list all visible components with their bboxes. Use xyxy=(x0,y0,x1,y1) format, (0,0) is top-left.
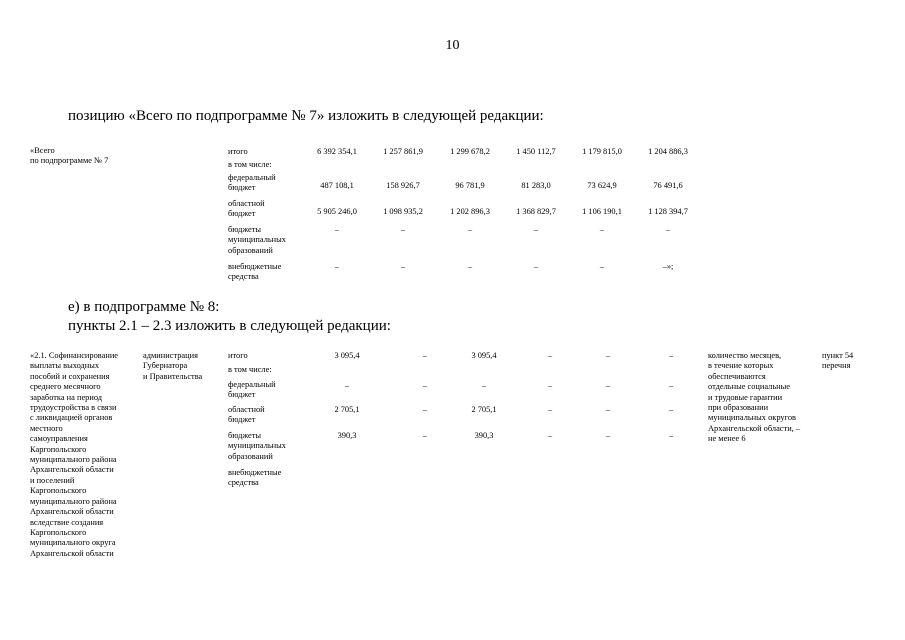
table1-cell: –»; xyxy=(662,262,674,271)
table2-row-name: федеральный бюджет xyxy=(228,380,276,400)
table1-cell: – xyxy=(467,225,473,234)
heading-subprogram-8: е) в подпрограмме № 8: xyxy=(68,299,220,315)
table1-cell: 5 905 246,0 xyxy=(317,207,357,216)
table2-cell: 390,3 xyxy=(474,431,494,440)
table1-cell: – xyxy=(599,225,605,234)
table2-cell: 3 095,4 xyxy=(334,351,360,360)
table2-measure-description: «2.1. Софинансирование выплаты выходных пособий и сохранения среднего месячного заработка на период трудоустройства в связи с ликвидацией органов местного самоуправления Каргопольского муниципального района Архангельской области и поселений Каргопольского муниципального района Архангельской области вследствие создания Каргопольского муниципального округа Архангельской области xyxy=(30,351,119,558)
table2-cell: – xyxy=(547,405,553,414)
table2-cell: – xyxy=(422,351,428,360)
table1-cell: – xyxy=(599,262,605,271)
table1-row-name: бюджеты муниципальных образований xyxy=(228,225,286,255)
table2-cell: – xyxy=(547,351,553,360)
table2-row-name: итого xyxy=(228,351,248,360)
table2-cell: – xyxy=(547,431,553,440)
table2-cell: – xyxy=(668,431,674,440)
table2-cell: – xyxy=(481,381,487,390)
table1-cell: 6 392 354,1 xyxy=(317,147,357,156)
table2-cell: – xyxy=(605,405,611,414)
page-number: 10 xyxy=(445,38,460,53)
table1-cell: 1 450 112,7 xyxy=(516,147,556,156)
table1-cell: – xyxy=(665,225,671,234)
table1-cell: 1 299 678,2 xyxy=(450,147,490,156)
heading-subprogram-7: позицию «Всего по подпрограмме № 7» изложить в следующей редакции: xyxy=(68,108,544,124)
table2-indicator: количество месяцев, в течение которых обеспечиваются отдельные социальные и трудовые гарантии при образовании муниципальных округов Архангельской области, – не менее 6 xyxy=(708,351,801,444)
table1-row-name: внебюджетные средства xyxy=(228,262,282,282)
table2-cell: – xyxy=(422,381,428,390)
table2-cell: – xyxy=(605,431,611,440)
table1-cell: – xyxy=(467,262,473,271)
table2-row-name: бюджеты муниципальных образований xyxy=(228,431,286,461)
table2-cell: – xyxy=(668,351,674,360)
table1-cell: 1 106 190,1 xyxy=(582,207,622,216)
table1-cell: 1 098 935,2 xyxy=(383,207,423,216)
table2-executor: администрация Губернатора и Правительства xyxy=(143,351,203,381)
table1-label: «Всего по подпрограмме № 7 xyxy=(30,146,109,166)
table1-row-name: областной бюджет xyxy=(228,199,265,219)
table1-cell: 73 624,9 xyxy=(587,181,617,190)
table2-cell: 390,3 xyxy=(337,431,357,440)
table2-cell: 3 095,4 xyxy=(471,351,497,360)
table1-cell: 96 781,9 xyxy=(455,181,485,190)
table1-cell: 1 204 886,3 xyxy=(648,147,688,156)
table2-cell: 2 705,1 xyxy=(471,405,497,414)
table2-cell: – xyxy=(668,381,674,390)
table1-cell: 487 108,1 xyxy=(320,181,354,190)
table1-cell: 1 179 815,0 xyxy=(582,147,622,156)
table1-cell: – xyxy=(334,225,340,234)
table2-cell: – xyxy=(605,351,611,360)
table1-cell: – xyxy=(400,262,406,271)
table2-cell: 2 705,1 xyxy=(334,405,360,414)
table1-cell: – xyxy=(533,262,539,271)
table1-cell: – xyxy=(400,225,406,234)
table1-cell: – xyxy=(334,262,340,271)
table1-cell: 81 283,0 xyxy=(521,181,551,190)
table2-cell: – xyxy=(547,381,553,390)
table2-cell: – xyxy=(605,381,611,390)
heading-items: пункты 2.1 – 2.3 изложить в следующей редакции: xyxy=(68,318,391,334)
table1-cell: 1 368 829,7 xyxy=(516,207,556,216)
table1-row-name: итого xyxy=(228,147,248,156)
table2-row-name: областной бюджет xyxy=(228,405,265,425)
table1-cell: 158 926,7 xyxy=(386,181,420,190)
table2-row-name: внебюджетные средства xyxy=(228,468,282,488)
table1-cell: 1 257 861,9 xyxy=(383,147,423,156)
table2-cell: – xyxy=(344,381,350,390)
table1-cell: 1 202 896,3 xyxy=(450,207,490,216)
table1-row-name: федеральный бюджет xyxy=(228,173,276,193)
table2-cell: – xyxy=(422,405,428,414)
table2-reference: пункт 54 перечня xyxy=(822,351,854,371)
table2-cell: – xyxy=(668,405,674,414)
table1-cell: – xyxy=(533,225,539,234)
table1-row-name: в том числе: xyxy=(228,160,272,169)
table2-row-name: в том числе: xyxy=(228,365,272,374)
table1-cell: 76 491,6 xyxy=(653,181,683,190)
table1-cell: 1 128 394,7 xyxy=(648,207,688,216)
table2-cell: – xyxy=(422,431,428,440)
